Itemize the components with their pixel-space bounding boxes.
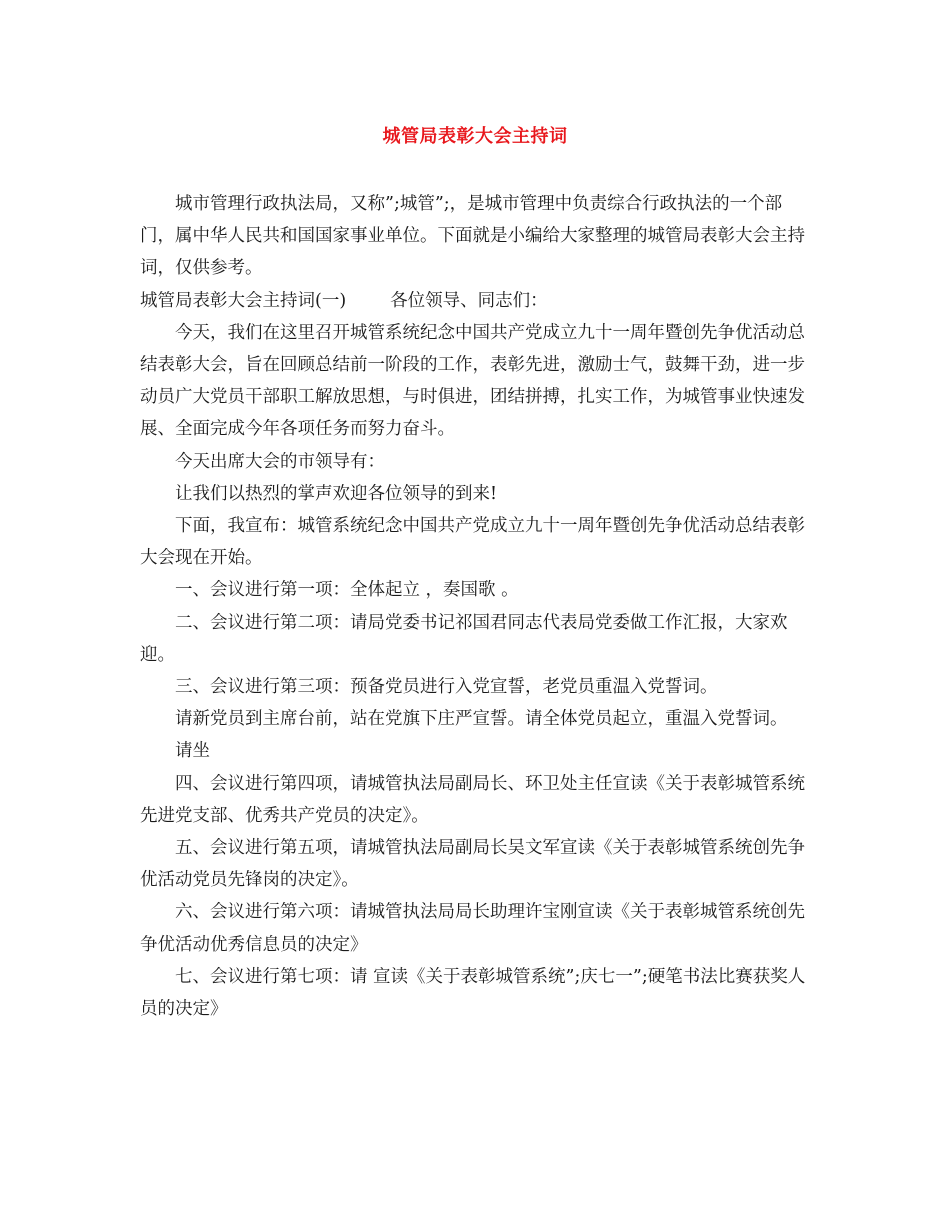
agenda-item-1: 一、会议进行第一项：全体起立 ，奏国歌 。 (175, 580, 519, 601)
paragraph-today: 今天，我们在这里召开城管系统纪念中国共产党成立九十一周年暨创先争优活动总结表彰大会，旨在回顾总结前一阶段的工作，表彰先进，激励士气，鼓舞干劲，进一步动员广大党员干部职工解放思想，与时俱进，团结拼搏，扎实工作，为城管事业快速发展、全面完成今年各项任务而努力奋斗。 (140, 322, 805, 440)
agenda-item-3-detail: 请新党员到主席台前，站在党旗下庄严宣誓。请全体党员起立，重温入党誓词。 (175, 709, 788, 730)
agenda-item-5: 五、会议进行第五项，请城管执法局副局长吴文军宣读《关于表彰城管系统创先争优活动党员先锋岗的决定》。 (140, 838, 805, 891)
paragraph-welcome: 让我们以热烈的掌声欢迎各位领导的到来! (175, 483, 498, 504)
agenda-item-3-sit: 请坐 (175, 741, 210, 762)
paragraph-announce: 下面，我宣布：城管系统纪念中国共产党成立九十一周年暨创先争优活动总结表彰大会现在开始。 (140, 516, 805, 569)
agenda-item-4: 四、会议进行第四项，请城管执法局副局长、环卫处主任宣读《关于表彰城管系统先进党支部、优秀共产党员的决定》。 (140, 773, 805, 826)
intro-paragraph: 城市管理行政执法局，又称”;城管”;，是城市管理中负责综合行政执法的一个部门，属中华人民共和国国家事业单位。下面就是小编给大家整理的城管局表彰大会主持词，仅供参考。 (140, 194, 805, 279)
agenda-item-2: 二、会议进行第二项：请局党委书记祁国君同志代表局党委做工作汇报，大家欢迎。 (140, 612, 788, 665)
document-body (140, 188, 815, 1025)
paragraph-leaders: 今天出席大会的市领导有： (175, 451, 385, 472)
document-title: 城管局表彰大会主持词 (382, 126, 568, 147)
agenda-item-6: 六、会议进行第六项：请城管执法局局长助理许宝刚宣读《关于表彰城管系统创先争优活动优秀信息员的决定》 (140, 902, 805, 955)
agenda-item-7: 七、会议进行第七项：请 宣读《关于表彰城管系统”;庆七一”;硬笔书法比赛获奖人员的决定》 (140, 966, 806, 1020)
section-heading-line (140, 285, 815, 317)
agenda-item-3: 三、会议进行第三项：预备党员进行入党宣誓，老党员重温入党誓词。 (175, 677, 718, 698)
section-heading: 城管局表彰大会主持词(一) (140, 290, 347, 311)
salutation: 各位领导、同志们： (390, 290, 548, 311)
